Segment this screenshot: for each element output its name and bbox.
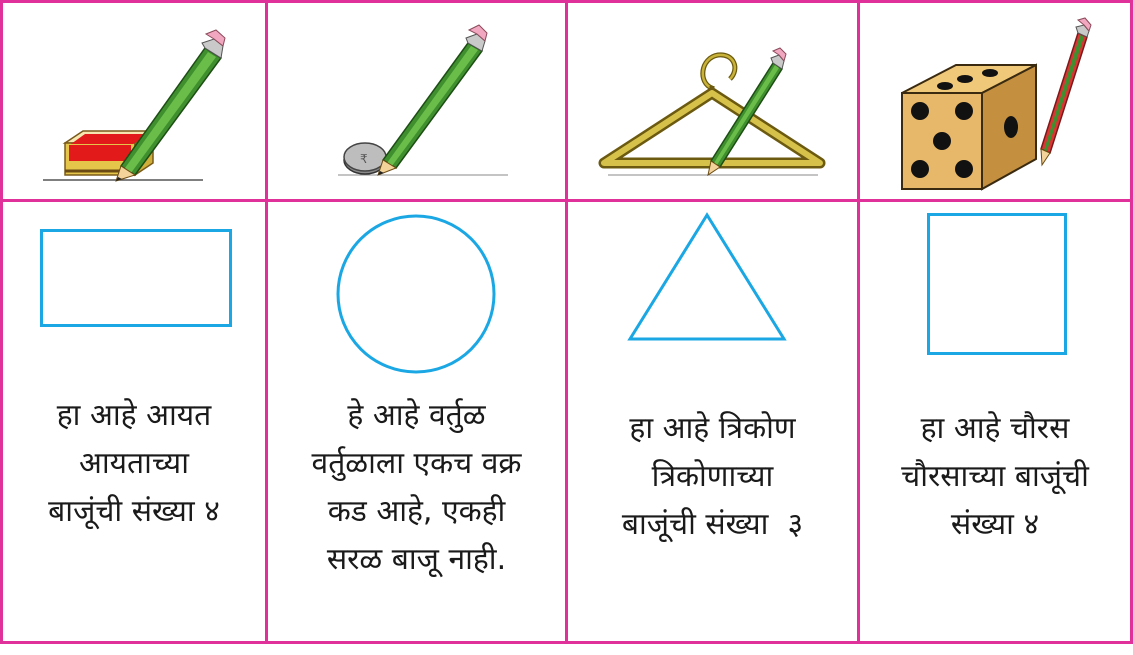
dice-pencil-illustration <box>860 3 1130 200</box>
rectangle-caption-line-3: बाजूंची संख्या ४ <box>48 494 220 529</box>
triangle-shape <box>627 212 787 342</box>
circle-shape <box>336 214 496 374</box>
triangle-caption <box>568 405 857 655</box>
square-caption-line-3: संख्या ४ <box>950 507 1040 542</box>
circle-caption-line-3: कड आहे, एकही <box>327 494 506 529</box>
circle-caption-line-2: वर्तुळाला एकच वक्र <box>311 446 522 481</box>
rectangle-caption-line-2: आयताच्या <box>79 446 189 481</box>
square-caption-line-2: चौरसाच्या बाजूंची <box>901 459 1089 494</box>
triangle-caption-line-1: हा आहे त्रिकोण <box>629 411 796 446</box>
square-caption <box>860 405 1130 655</box>
triangle-caption-line-3: बाजूंची संख्या ३ <box>621 507 804 542</box>
circle-caption-line-4: सरळ बाजू नाही. <box>326 542 507 577</box>
rectangle-caption <box>3 392 265 642</box>
circle-caption <box>268 392 565 642</box>
rectangle-shape <box>40 229 232 327</box>
coin-pencil-illustration <box>268 3 565 200</box>
matchbox-pencil-illustration <box>3 3 265 200</box>
hanger-pencil-illustration <box>568 3 857 200</box>
svg-text:₹: ₹ <box>360 152 368 166</box>
triangle-caption-line-2: त्रिकोणाच्या <box>651 459 774 494</box>
square-shape <box>927 213 1067 355</box>
square-caption-line-1: हा आहे चौरस <box>920 411 1070 446</box>
rectangle-caption-line-1: हा आहे आयत <box>56 398 212 433</box>
circle-caption-line-1: हे आहे वर्तुळ <box>347 398 486 433</box>
